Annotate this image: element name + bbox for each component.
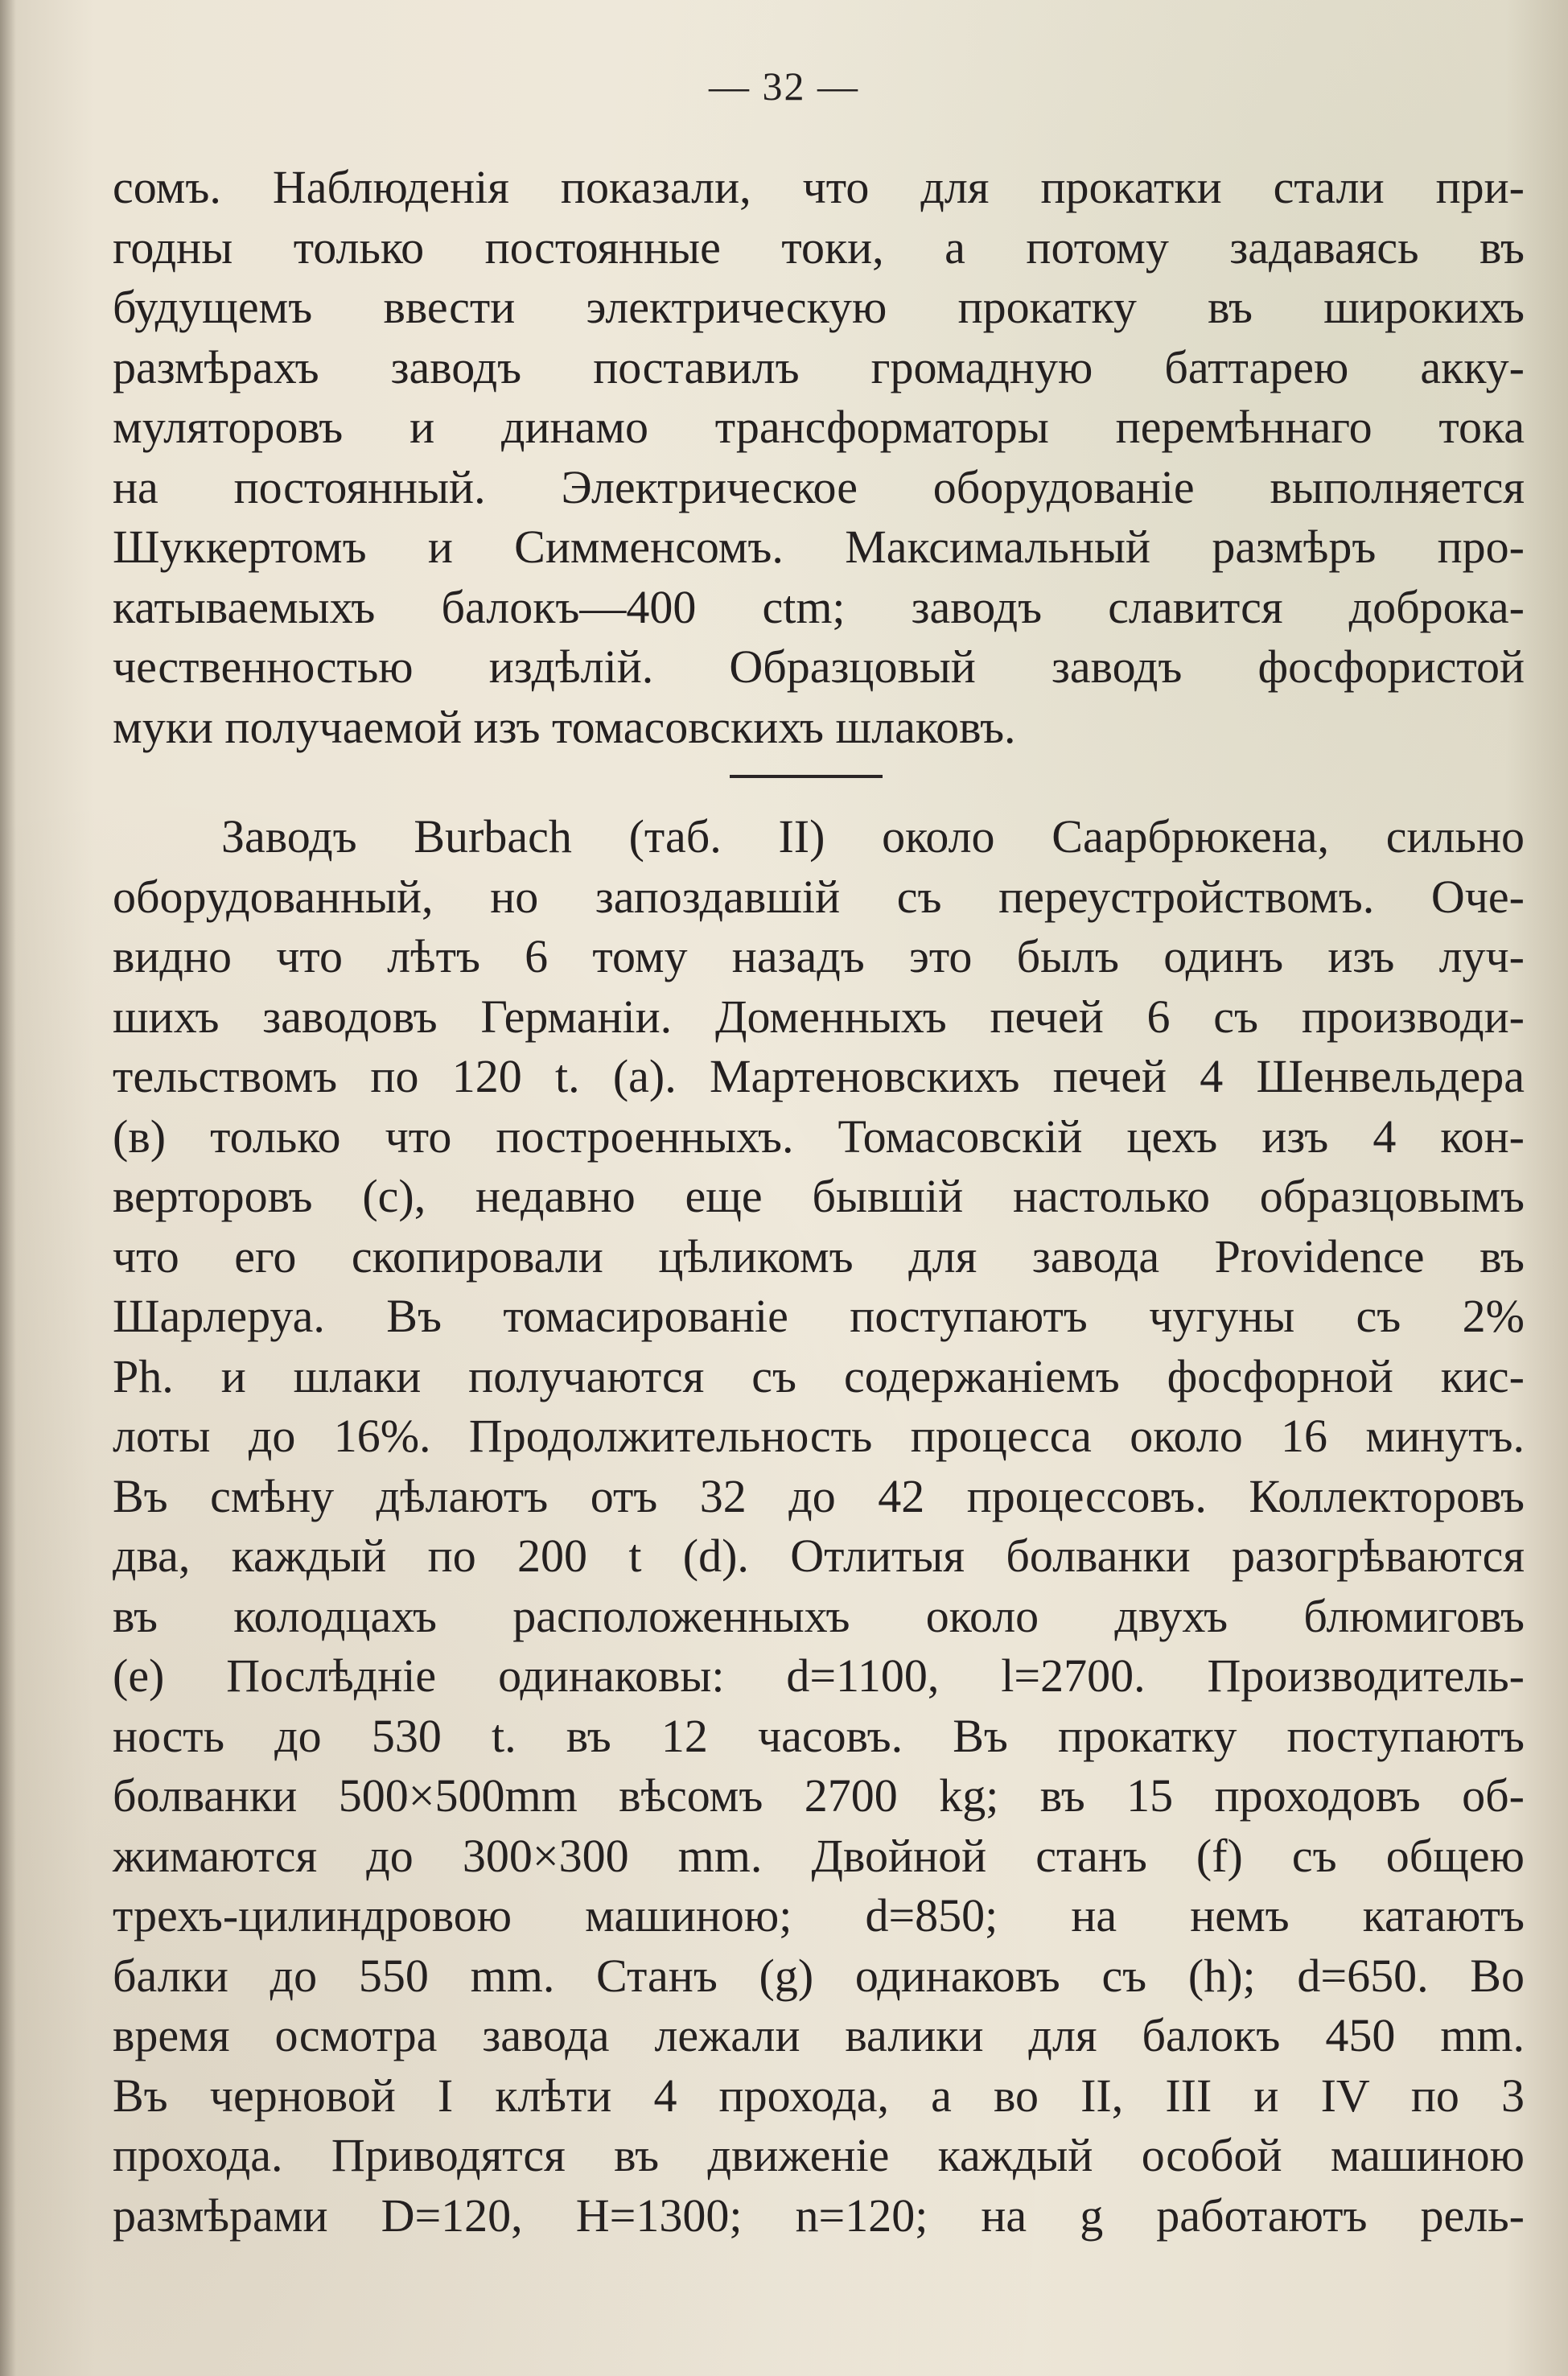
text-line: размѣрахъ заводъ поставилъ громадную баттарею акку- [113,340,1525,393]
text-line: Въ черновой I клѣти 4 прохода, а во II, III и IV по 3 [113,2069,1525,2122]
text-line: катываемыхъ балокъ—400 ctm; заводъ славится доброка- [113,580,1525,633]
paragraph-2 [113,807,1525,2246]
text-line: лоты до 16%. Продолжительность процесса около 16 минутъ. [113,1410,1525,1462]
text-line: на постоянный. Электрическое оборудованіе выполняется [113,460,1525,513]
text-line: жимаются до 300×300 mm. Двойной станъ (f) съ общею [113,1829,1525,1882]
text-line: оборудованный, но запоздавшій съ переустройствомъ. Оче- [113,870,1525,923]
text-line: шихъ заводовъ Германіи. Доменныхъ печей 6 съ производи- [113,990,1525,1043]
text-line: годны только постоянные токи, а потому задаваясь въ [113,220,1525,274]
text-line: прохода. Приводятся въ движеніе каждый особой машиною [113,2129,1525,2181]
text-line: болванки 500×500mm вѣсомъ 2700 kg; въ 15 проходовъ об- [113,1769,1525,1822]
text-line: (в) только что построенныхъ. Томасовскій цехъ изъ 4 кон- [113,1110,1525,1163]
text-line: трехъ-цилиндровою машиною; d=850; на немъ катаютъ [113,1889,1525,1942]
text-line: чественностью издѣлій. Образцовый заводъ фосфористой [113,640,1525,693]
text-line: сомъ. Наблюденія показали, что для прокатки стали при- [113,161,1525,213]
text-line: въ колодцахъ расположенныхъ около двухъ блюмиговъ [113,1589,1525,1642]
section-separator [730,775,883,778]
text-line: Ph. и шлаки получаются съ содержаніемъ фосфорной кис- [113,1349,1525,1402]
text-line: Заводъ Burbach (таб. II) около Саарбрюкена, сильно [221,810,1525,863]
text-line: Шуккертомъ и Симменсомъ. Максимальный размѣръ про- [113,521,1525,573]
text-line: Въ смѣну дѣлаютъ отъ 32 до 42 процессовъ. Коллекторовъ [113,1469,1525,1522]
text-line: время осмотра завода лежали валики для балокъ 450 mm. [113,2009,1525,2061]
text-line: размѣрами D=120, H=1300; n=120; на g работаютъ рель- [113,2189,1525,2242]
page-binding-shadow [0,0,16,2376]
page-number: — 32 — [709,64,859,109]
paragraph-1 [113,158,1525,757]
text-line: балки до 550 mm. Станъ (g) одинаковъ съ (h); d=650. Во [113,1949,1525,2002]
text-line: два, каждый по 200 t (d). Отлитыя болванки разогрѣваются [113,1530,1525,1582]
text-line: муляторовъ и динамо трансформаторы перемѣннаго тока [113,401,1525,453]
text-line: видно что лѣтъ 6 тому назадъ это былъ одинъ изъ луч- [113,930,1525,982]
text-line: ность до 530 t. въ 12 часовъ. Въ прокатку поступаютъ [113,1709,1525,1762]
text-line: тельствомъ по 120 t. (а). Мартеновскихъ печей 4 Шенвельдера [113,1050,1525,1102]
text-line: (е) Послѣдніе одинаковы: d=1100, l=2700. Производитель- [113,1649,1525,1702]
text-line: что его скопировали цѣликомъ для завода Providence въ [113,1229,1525,1283]
text-line: верторовъ (с), недавно еще бывшій настолько образцовымъ [113,1170,1525,1222]
text-line: муки получаемой изъ томасовскихъ шлаковъ. [113,700,1016,753]
text-line: будущемъ ввести электрическую прокатку въ широкихъ [113,281,1525,333]
text-line: Шарлеруа. Въ томасированіе поступаютъ чугуны съ 2% [113,1290,1525,1342]
